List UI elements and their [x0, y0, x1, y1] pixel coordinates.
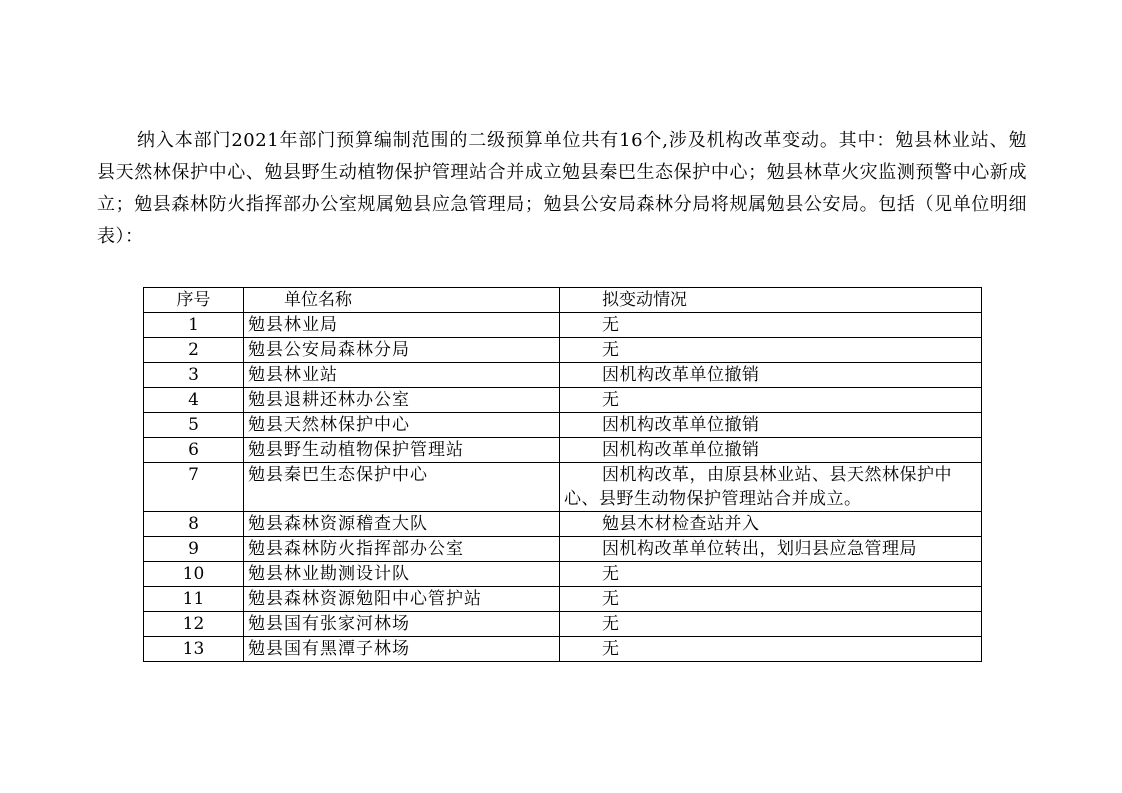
row-unit-name: 勉县森林资源勉阳中心管护站 — [244, 587, 560, 612]
row-unit-name: 勉县林业局 — [244, 313, 560, 338]
table-row — [144, 438, 982, 463]
table-row — [144, 562, 982, 587]
table-row — [144, 537, 982, 562]
row-change: 无 — [560, 637, 982, 662]
row-change: 因机构改革单位转出，划归县应急管理局 — [560, 537, 982, 562]
row-no: 7 — [144, 463, 244, 512]
table-row — [144, 612, 982, 637]
row-change: 无 — [560, 587, 982, 612]
row-change: 无 — [560, 562, 982, 587]
row-no: 9 — [144, 537, 244, 562]
row-no: 2 — [144, 338, 244, 363]
header-unit-name: 单位名称 — [244, 288, 560, 313]
header-change: 拟变动情况 — [560, 288, 982, 313]
table-row — [144, 363, 982, 388]
row-change: 无 — [560, 313, 982, 338]
row-no: 8 — [144, 512, 244, 537]
row-change: 勉县木材检查站并入 — [560, 512, 982, 537]
intro-paragraph: 纳入本部门2021年部门预算编制范围的二级预算单位共有16个,涉及机构改革变动。其中：勉县林业站、勉县天然林保护中心、勉县野生动植物保护管理站合并成立勉县秦巴生态保护中心；勉县林草火灾监测预警中心新成立；勉县森林防火指挥部办公室规属勉县应急管理局；勉县公安局森林分局将规属勉县公安局。包括（见单位明细表）： — [97, 130, 1027, 247]
row-unit-name: 勉县退耕还林办公室 — [244, 388, 560, 413]
unit-detail-table — [143, 287, 982, 662]
row-no: 10 — [144, 562, 244, 587]
table-row — [144, 313, 982, 338]
row-change: 因机构改革单位撤销 — [560, 438, 982, 463]
table-row — [144, 338, 982, 363]
row-unit-name: 勉县野生动植物保护管理站 — [244, 438, 560, 463]
row-unit-name: 勉县森林防火指挥部办公室 — [244, 537, 560, 562]
row-no: 11 — [144, 587, 244, 612]
table-row — [144, 463, 982, 512]
row-unit-name: 勉县林业站 — [244, 363, 560, 388]
row-no: 12 — [144, 612, 244, 637]
row-no: 3 — [144, 363, 244, 388]
header-no: 序号 — [144, 288, 244, 313]
row-no: 4 — [144, 388, 244, 413]
table-row — [144, 388, 982, 413]
row-unit-name: 勉县国有黑潭子林场 — [244, 637, 560, 662]
row-change: 无 — [560, 338, 982, 363]
row-change: 因机构改革，由原县林业站、县天然林保护中心、县野生动物保护管理站合并成立。 — [560, 463, 982, 512]
row-unit-name: 勉县林业勘测设计队 — [244, 562, 560, 587]
row-change: 无 — [560, 612, 982, 637]
row-no: 1 — [144, 313, 244, 338]
row-change: 因机构改革单位撤销 — [560, 413, 982, 438]
table-header-row — [144, 288, 982, 313]
row-unit-name: 勉县国有张家河林场 — [244, 612, 560, 637]
table-row — [144, 587, 982, 612]
table-row — [144, 637, 982, 662]
row-no: 6 — [144, 438, 244, 463]
row-no: 13 — [144, 637, 244, 662]
row-unit-name: 勉县森林资源稽查大队 — [244, 512, 560, 537]
row-unit-name: 勉县秦巴生态保护中心 — [244, 463, 560, 512]
table-row — [144, 512, 982, 537]
row-unit-name: 勉县天然林保护中心 — [244, 413, 560, 438]
row-change: 因机构改革单位撤销 — [560, 363, 982, 388]
row-unit-name: 勉县公安局森林分局 — [244, 338, 560, 363]
table-row — [144, 413, 982, 438]
row-change: 无 — [560, 388, 982, 413]
row-no: 5 — [144, 413, 244, 438]
